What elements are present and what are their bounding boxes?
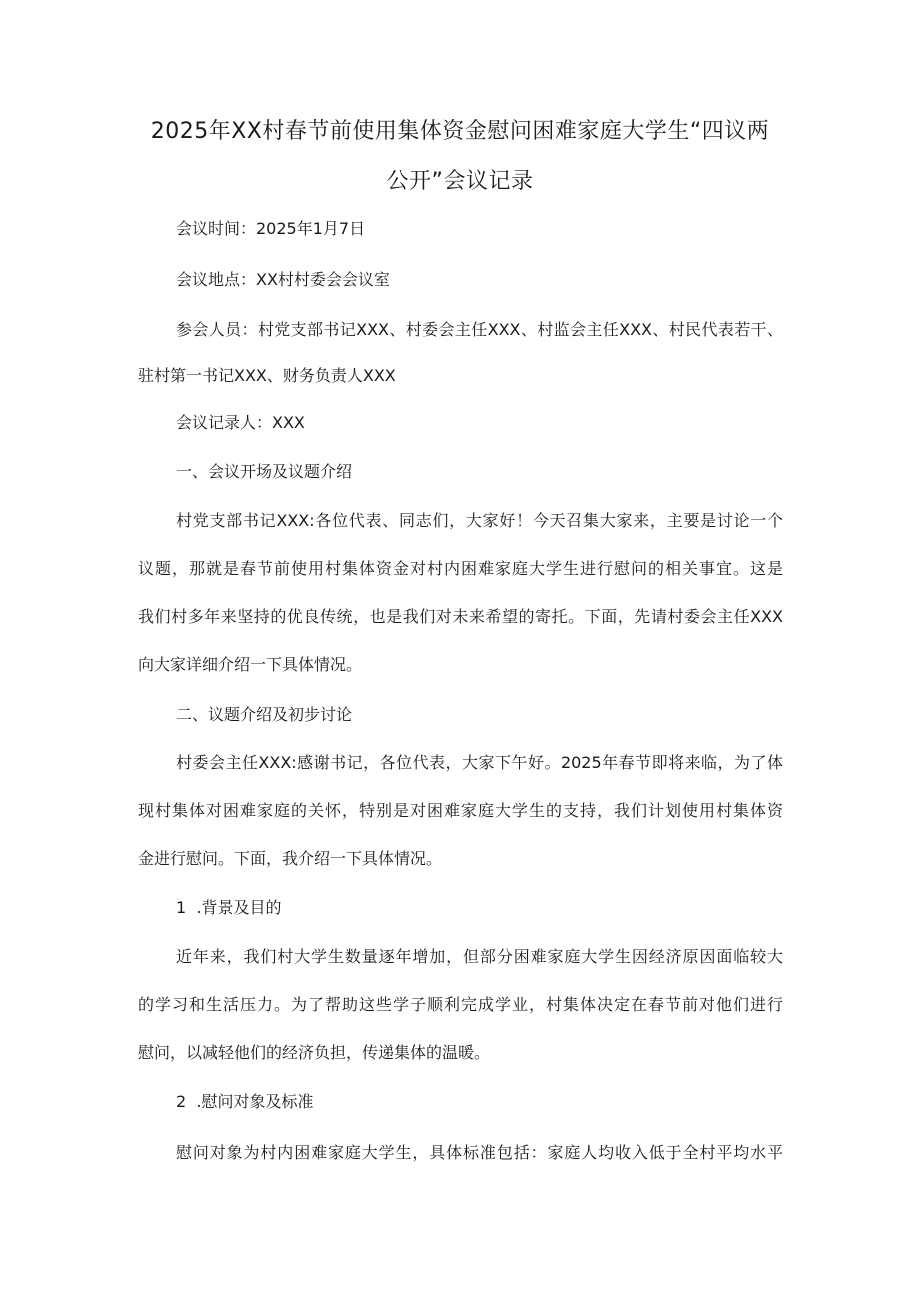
section-2-paragraph-line-2: 现村集体对困难家庭的关怀，特别是对困难家庭大学生的支持，我们计划使用村集体资 xyxy=(138,801,783,820)
section-2-paragraph-line-3: 金进行慰问。下面，我介绍一下具体情况。 xyxy=(138,849,443,868)
item-2-heading: 2 .慰问对象及标准 xyxy=(176,1092,314,1111)
document-title-line-2: 公开”会议记录 xyxy=(386,169,534,194)
item-1-paragraph-line-1: 近年来，我们村大学生数量逐年增加，但部分困难家庭大学生因经济原因面临较大 xyxy=(176,947,783,966)
item-2-paragraph-line-1: 慰问对象为村内困难家庭大学生，具体标准包括：家庭人均收入低于全村平均水平 xyxy=(176,1143,783,1162)
item-1-paragraph-line-3: 慰问，以减轻他们的经济负担，传递集体的温暖。 xyxy=(138,1043,491,1062)
section-2-heading: 二、议题介绍及初步讨论 xyxy=(176,705,353,724)
section-1-paragraph-line-4: 向大家详细介绍一下具体情况。 xyxy=(138,655,363,674)
section-2-paragraph-line-1: 村委会主任XXX:感谢书记，各位代表，大家下午好。2025年春节即将来临，为了体 xyxy=(176,753,783,772)
section-1-heading: 一、会议开场及议题介绍 xyxy=(176,462,353,481)
section-1-paragraph-line-3: 我们村多年来坚持的优良传统，也是我们对未来希望的寄托。下面，先请村委会主任XXX xyxy=(138,607,783,626)
section-1-paragraph-line-1: 村党支部书记XXX:各位代表、同志们，大家好！今天召集大家来，主要是讨论一个 xyxy=(176,511,783,530)
meeting-place: 会议地点：XX村村委会会议室 xyxy=(176,270,390,289)
section-1-paragraph-line-2: 议题，那就是春节前使用村集体资金对村内困难家庭大学生进行慰问的相关事宜。这是 xyxy=(138,559,783,578)
item-1-paragraph-line-2: 的学习和生活压力。为了帮助这些学子顺利完成学业，村集体决定在春节前对他们进行 xyxy=(138,995,783,1014)
attendees-line-2: 驻村第一书记XXX、财务负责人XXX xyxy=(138,366,396,385)
item-1-heading: 1 .背景及目的 xyxy=(176,898,282,917)
attendees-line-1: 参会人员：村党支部书记XXX、村委会主任XXX、村监会主任XXX、村民代表若干、 xyxy=(176,320,783,339)
meeting-recorder: 会议记录人：XXX xyxy=(176,413,305,432)
meeting-time: 会议时间：2025年1月7日 xyxy=(176,219,366,238)
document-title-line-1: 2025年XX村春节前使用集体资金慰问困难家庭大学生“四议两 xyxy=(150,119,770,144)
